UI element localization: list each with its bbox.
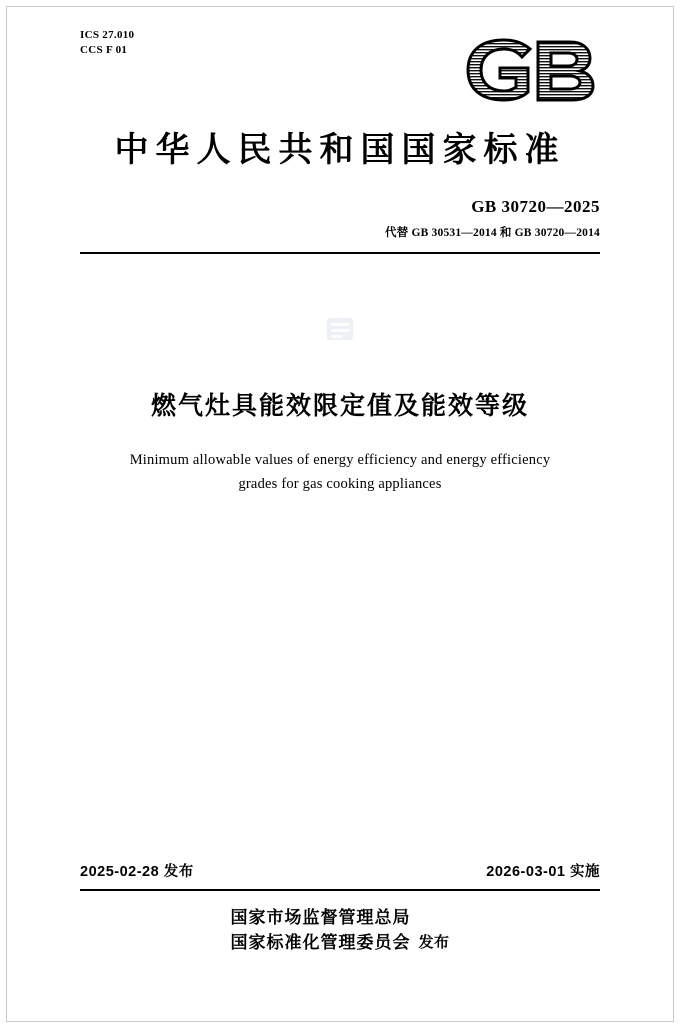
ccs-line: CCS F 01: [80, 44, 128, 56]
issue-date: 2025-02-28 发布: [80, 864, 194, 880]
header-divider: [80, 252, 600, 254]
issuer-line-1: 国家市场监督管理总局: [230, 908, 411, 927]
document-title-en-line1: Minimum allowable values of energy efficiency and energy efficiency: [129, 452, 551, 468]
issuer-line-2: 国家标准化管理委员会: [230, 933, 411, 952]
standard-number: GB 30720—2025: [471, 197, 600, 216]
footer-divider: [80, 889, 600, 891]
standard-replaces: 代替 GB 30531—2014 和 GB 30720—2014: [384, 227, 600, 239]
document-title-cn: 燃气灶具能效限定值及能效等级: [150, 392, 529, 420]
cover-footer: [80, 860, 600, 955]
date-row: [80, 860, 600, 881]
gb-logo-icon: [460, 34, 600, 106]
effective-date: 2026-03-01 实施: [486, 864, 600, 880]
issuer-row: [80, 905, 600, 955]
document-title-en: [80, 448, 600, 496]
publish-label: 发布: [418, 934, 450, 951]
issuer-block: [80, 905, 600, 955]
ics-line: ICS 27.010: [80, 29, 135, 41]
cover-content: [80, 28, 600, 496]
emblem-watermark-icon: [80, 310, 600, 350]
issuer-names: [230, 905, 410, 955]
document-title-en-line2: grades for gas cooking appliances: [238, 476, 442, 492]
national-standard-title: 中华人民共和国国家标准: [114, 131, 566, 169]
